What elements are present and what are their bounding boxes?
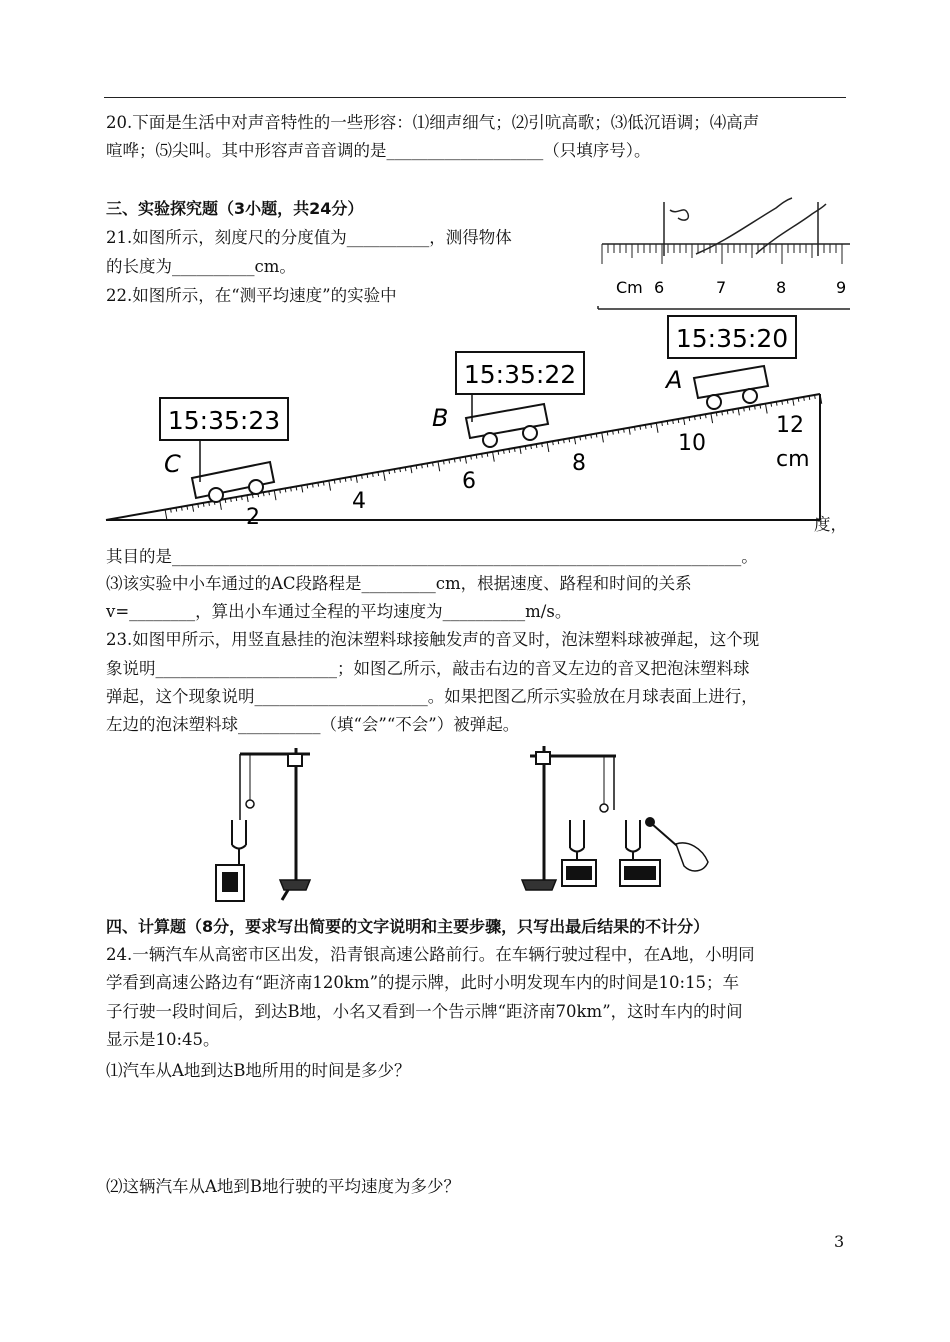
- incline-tick: [476, 455, 477, 459]
- incline-tick: [367, 474, 368, 478]
- incline-tick: [509, 449, 510, 453]
- incline-tick: [427, 463, 428, 467]
- incline-tick: [662, 422, 663, 426]
- incline-tick: [329, 481, 331, 491]
- incline-tick: [602, 433, 604, 443]
- incline-tick: [383, 471, 385, 481]
- ruler-tick-label: 8: [776, 278, 787, 297]
- incline-tick: [711, 413, 713, 423]
- incline-tick: [487, 453, 488, 457]
- incline-tick: [225, 499, 226, 503]
- incline-tick: [793, 399, 794, 406]
- incline-tick: [438, 461, 440, 471]
- incline-tick: [531, 445, 532, 449]
- label-a: A: [666, 366, 683, 394]
- incline-tick: [454, 459, 455, 463]
- incline-tick: [596, 433, 597, 437]
- incline-tick: [760, 405, 761, 409]
- q22-partial-tail: 度，: [814, 515, 847, 534]
- incline-tick: [700, 415, 701, 419]
- scale-label-4: 4: [352, 489, 366, 514]
- scale-label-6: 6: [462, 469, 476, 494]
- incline-tick: [656, 423, 658, 433]
- incline-tick: [574, 437, 575, 444]
- q22-line1: 22.如图所示，在“测平均速度”的实验中: [106, 286, 397, 305]
- incline-tick: [613, 431, 614, 435]
- tuning-fork-figure-a: [210, 740, 320, 905]
- incline-tick: [285, 488, 286, 492]
- incline-tick: [705, 414, 706, 418]
- q22-line4: ⑶该实验中小车通过的AC段路程是_________cm，根据速度、路程和时间的关系: [106, 574, 692, 593]
- incline-tick: [241, 496, 242, 500]
- incline-tick: [569, 438, 570, 442]
- incline-tick: [618, 430, 619, 434]
- incline-tick: [645, 425, 646, 429]
- incline-tick: [422, 464, 423, 468]
- incline-tick: [809, 396, 810, 400]
- incline-tick: [493, 452, 495, 462]
- incline-tick: [302, 485, 303, 492]
- section4-heading: 四、计算题（8分，要求写出简要的文字说明和主要步骤，只写出最后结果的不计分）: [106, 917, 710, 936]
- incline-tick: [176, 508, 177, 512]
- incline-tick: [689, 417, 690, 421]
- ruler-tick-label: 7: [716, 278, 727, 297]
- scale-label-12: 12: [776, 413, 804, 438]
- incline-tick: [312, 484, 313, 488]
- incline-tick: [744, 407, 745, 411]
- incline-tick: [585, 435, 586, 439]
- label-b: B: [432, 404, 449, 432]
- incline-tick: [733, 409, 734, 413]
- scale-unit: cm: [776, 447, 810, 472]
- incline-tick: [192, 505, 193, 512]
- label-c: C: [164, 450, 181, 478]
- incline-tick: [634, 427, 635, 431]
- ruler-ticks: [602, 244, 842, 264]
- incline-tick: [443, 460, 444, 464]
- incline-tick: [400, 468, 401, 472]
- incline-tick: [782, 401, 783, 405]
- incline-tick: [482, 454, 483, 458]
- incline-tick: [798, 398, 799, 402]
- q20-line1: 20.下面是生活中对声音特性的一些形容：⑴细声细气；⑵引吭高歌；⑶低沉语调；⑷高声: [106, 113, 760, 132]
- scale-label-2: 2: [246, 505, 260, 527]
- ruler-tick-label: 6: [654, 278, 665, 297]
- incline-tick: [503, 450, 504, 454]
- incline-tick: [525, 446, 526, 450]
- incline-tick: [356, 476, 357, 483]
- incline-tick: [542, 443, 543, 447]
- q21-line2: 的长度为__________cm。: [106, 257, 296, 276]
- incline-tick: [465, 457, 466, 464]
- incline-tick: [362, 475, 363, 479]
- incline-tick: [651, 424, 652, 428]
- incline-tick: [684, 418, 685, 425]
- incline-tick: [804, 397, 805, 401]
- incline-tick: [553, 441, 554, 445]
- incline-tick: [340, 479, 341, 483]
- q21-line1: 21.如图所示，刻度尺的分度值为__________，测得物体: [106, 228, 512, 247]
- incline-tick: [247, 495, 248, 502]
- incline-tick: [738, 408, 739, 415]
- incline-figure: [100, 312, 840, 527]
- q24-sub1: ⑴汽车从A地到达B地所用的时间是多少？: [106, 1061, 411, 1080]
- incline-tick: [449, 459, 450, 463]
- incline-tick: [280, 489, 281, 493]
- q23-line1: 23.如图甲所示，用竖直悬挂的泡沫塑料球接触发声的音叉时，泡沫塑料球被弹起，这个现: [106, 630, 760, 649]
- incline-tick: [171, 509, 172, 513]
- incline-tick: [198, 504, 199, 508]
- ruler-figure: [596, 196, 850, 311]
- cart-b: [466, 394, 548, 447]
- incline-tick: [372, 473, 373, 477]
- incline-tick: [291, 487, 292, 491]
- incline-tick: [351, 477, 352, 481]
- incline-tick: [187, 506, 188, 510]
- incline-tick: [629, 428, 630, 435]
- cart-a: [694, 366, 768, 409]
- incline-tick: [411, 466, 412, 473]
- section3-heading: 三、实验探究题（3小题，共24分）: [106, 199, 364, 218]
- incline-tick: [416, 465, 417, 469]
- incline-tick: [263, 492, 264, 496]
- q23-line2: 象说明______________________；如图乙所示，敲击右边的音叉左边的音叉把泡沫塑料球: [106, 659, 750, 678]
- incline-tick: [667, 421, 668, 425]
- incline-tick: [755, 406, 756, 410]
- incline-tick: [624, 429, 625, 433]
- ruler-tick-label: 9: [836, 278, 847, 297]
- incline-tick: [547, 442, 549, 452]
- q24-line4: 显示是10:45。: [106, 1030, 220, 1049]
- incline-tick: [815, 395, 816, 399]
- q22-line5: v=________，算出小车通过全程的平均速度为__________m/s。: [106, 602, 572, 621]
- incline-tick: [520, 447, 521, 454]
- incline-tick: [514, 448, 515, 452]
- incline-tick: [231, 498, 232, 502]
- incline-tick: [307, 485, 308, 489]
- incline-tick: [694, 416, 695, 420]
- incline-tick: [749, 407, 750, 411]
- scale-label-10: 10: [678, 431, 706, 456]
- clock-a: 15:35:20: [675, 324, 789, 353]
- q24-sub2: ⑵这辆汽车从A地到B地行驶的平均速度为多少？: [106, 1177, 461, 1196]
- q24-line1: 24.一辆汽车从高密市区出发，沿青银高速公路前行。在车辆行驶过程中，在A地，小明同: [106, 945, 755, 964]
- incline-tick: [378, 472, 379, 476]
- incline-tick: [722, 411, 723, 415]
- q24-line2: 学看到高速公路边有“距济南120km”的提示牌，此时小明发现车内的时间是10:15；车: [106, 973, 740, 992]
- incline-tick: [323, 482, 324, 486]
- incline-tick: [640, 426, 641, 430]
- incline-tick: [787, 400, 788, 404]
- clock-c: 15:35:23: [167, 406, 281, 435]
- incline-tick: [607, 432, 608, 436]
- incline-tick: [558, 440, 559, 444]
- header-rule: [104, 97, 846, 98]
- incline-tick: [498, 451, 499, 455]
- q23-line3: 弹起，这个现象说明_____________________。如果把图乙所示实验放在月球表面上进行，: [106, 687, 758, 706]
- incline-tick: [471, 456, 472, 460]
- incline-tick: [394, 469, 395, 473]
- incline-tick: [165, 510, 167, 520]
- q23-line4: 左边的泡沫塑料球__________（填“会”“不会”）被弹起。: [106, 715, 520, 734]
- incline-tick: [460, 458, 461, 462]
- incline-tick: [433, 462, 434, 466]
- incline-tick: [591, 434, 592, 438]
- incline-tick: [274, 490, 276, 500]
- incline-tick: [389, 470, 390, 474]
- incline-tick: [727, 410, 728, 414]
- clock-b: 15:35:22: [463, 360, 577, 389]
- incline-tick: [536, 444, 537, 448]
- incline-tick: [209, 502, 210, 506]
- incline-tick: [296, 486, 297, 490]
- incline-tick: [318, 483, 319, 487]
- incline-tick: [269, 491, 270, 495]
- incline-tick: [771, 403, 772, 407]
- incline-tick: [181, 507, 182, 511]
- incline-tick: [203, 503, 204, 507]
- incline-tick: [776, 402, 777, 406]
- incline-tick: [334, 480, 335, 484]
- incline-tick: [580, 436, 581, 440]
- q24-line3: 子行驶一段时间后，到达B地，小名又看到一个告示牌“距济南70km”，这时车内的时间: [106, 1002, 743, 1021]
- incline-tick: [236, 497, 237, 501]
- incline-tick: [765, 404, 767, 414]
- page-number: 3: [834, 1232, 845, 1251]
- q22-line3: 其目的是_____________________________________________________________________。: [106, 547, 758, 566]
- incline-tick: [678, 419, 679, 423]
- incline-tick: [252, 494, 253, 498]
- incline-tick: [673, 420, 674, 424]
- incline-tick: [716, 412, 717, 416]
- incline-tick: [405, 467, 406, 471]
- incline-tick: [345, 478, 346, 482]
- q20-line2: 喧哗；⑸尖叫。其中形容声音音调的是___________________（只填序号）。: [106, 141, 651, 160]
- tuning-fork-figure-b: [516, 740, 716, 895]
- ruler-unit: Cm: [616, 278, 643, 297]
- incline-tick: [563, 439, 564, 443]
- scale-label-8: 8: [572, 451, 586, 476]
